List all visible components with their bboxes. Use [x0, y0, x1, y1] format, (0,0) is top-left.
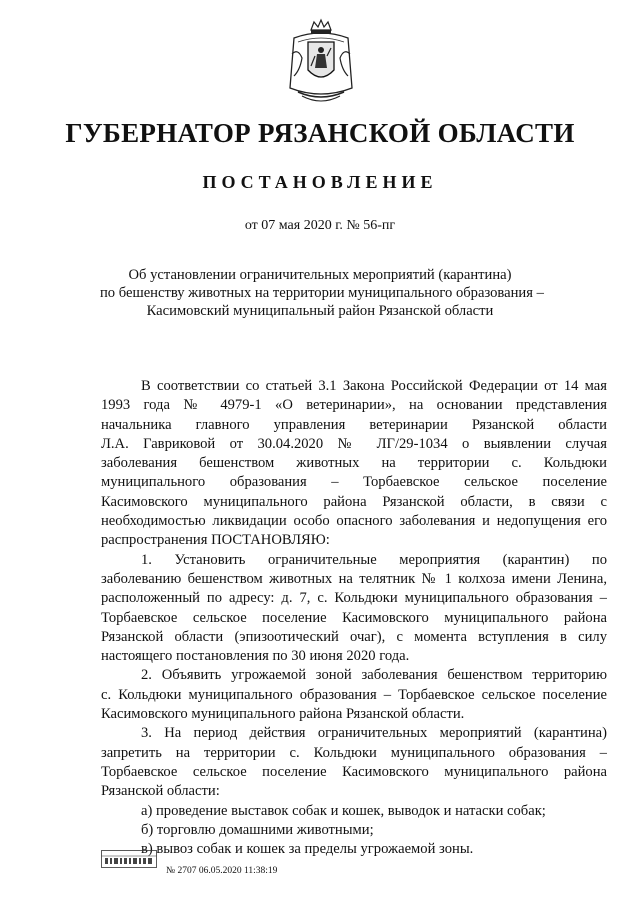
- clause-1-line: заболеванию бешенством животных на телятник № 1 колхоза имени Ленина,: [101, 570, 607, 587]
- clause-1-line: настоящего постановления по 30 июня 2020 года.: [101, 648, 410, 665]
- clause-3-line: Торбаевское сельское поселение Касимовского муниципального района: [101, 763, 607, 780]
- prohibition-item: а) проведение выставок собак и кошек, выводок и натаски собак;: [141, 802, 546, 819]
- document-date-number: от 07 мая 2020 г. № 56-пг: [244, 218, 396, 233]
- document-type: ПОСТАНОВЛЕНИЕ: [202, 172, 438, 192]
- document-body: [101, 377, 607, 859]
- body-line: распространения ПОСТАНОВЛЯЮ:: [101, 532, 330, 549]
- clause-2-line: Касимовского муниципального района Рязанской области.: [101, 706, 465, 723]
- clause-1-line: Торбаевское сельское поселение Касимовского муниципального района: [101, 609, 607, 626]
- body-line: 1993 года № 4979-1 «О ветеринарии», на основании представления: [101, 397, 607, 414]
- subject-line: Касимовский муниципальный район Рязанской области: [146, 303, 494, 319]
- body-line: В соответствии со статьей 3.1 Закона Российской Федерации от 14 мая: [141, 378, 607, 394]
- clause-3-line: 3. На период действия ограничительных мероприятий (карантина): [141, 725, 607, 742]
- subject-line: Об установлении ограничительных мероприятий (карантина): [128, 267, 512, 283]
- body-line: Л.А. Гавриковой от 30.04.2020 № ЛГ/29-1034 о выявлении случая: [101, 435, 607, 452]
- prohibition-item: в) вывоз собак и кошек за пределы угрожаемой зоны.: [141, 841, 474, 858]
- clause-1-line: расположенный по адресу: д. 7, с. Кольдюки муниципального образования –: [101, 590, 607, 607]
- subject-line: по бешенству животных на территории муниципального образования –: [100, 285, 544, 301]
- clause-1-line: Рязанской области (эпизоотический очаг), с момента вступления в силу: [101, 628, 607, 645]
- clause-2-line: 2. Объявить угрожаемой зоной заболевания бешенством территорию: [141, 667, 607, 684]
- coat-of-arms-emblem: [284, 18, 358, 106]
- clause-2-line: с. Кольдюки муниципального образования – Торбаевское сельское поселение: [101, 686, 607, 703]
- issuer-title: ГУБЕРНАТОР РЯЗАНСКОЙ ОБЛАСТИ: [65, 118, 575, 148]
- registration-stamp: [101, 850, 157, 868]
- clause-3-line: Рязанской области:: [101, 783, 220, 800]
- prohibition-item: б) торговлю домашними животными;: [141, 821, 374, 838]
- body-line: Касимовского муниципального района Рязанской области, в связи с: [101, 493, 607, 510]
- document-subject: [100, 266, 544, 320]
- registration-number: № 2707 06.05.2020 11:38:19: [166, 866, 278, 876]
- body-line: муниципального образования – Торбаевское сельское поселение: [101, 474, 607, 491]
- clause-3-line: запретить на территории с. Кольдюки муниципального образования –: [101, 744, 607, 761]
- body-line: необходимостью ликвидации особо опасного заболевания и недопущения его: [101, 513, 607, 530]
- body-line: заболевания бешенством животных на территории с. Кольдюки: [101, 455, 607, 472]
- body-line: начальника главного управления ветеринарии Рязанской области: [101, 416, 607, 433]
- clause-1-line: 1. Установить ограничительные мероприятия (карантин) по: [141, 551, 607, 568]
